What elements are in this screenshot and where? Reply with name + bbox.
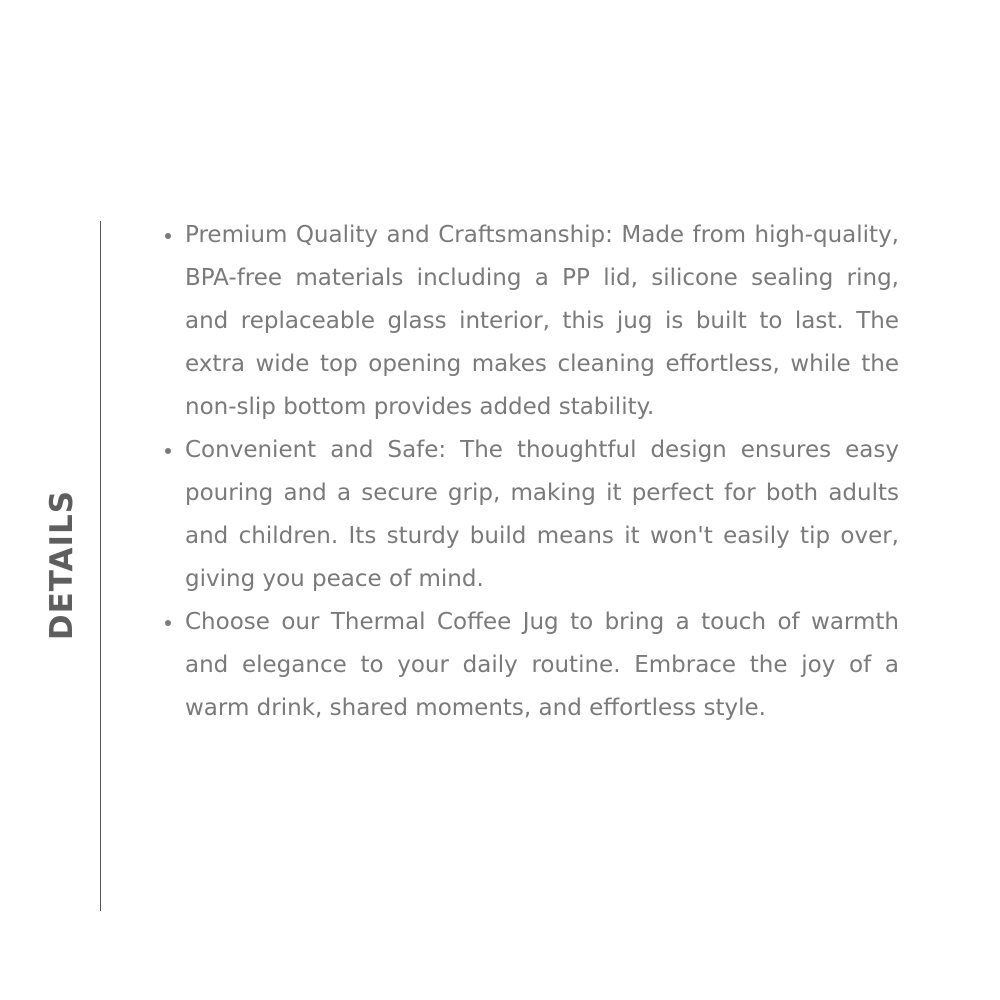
list-item: Choose our Thermal Coffee Jug to bring a touch of warmth and elegance to your daily routine. Embrace the joy of a warm drink, shared moments, and effortless style. xyxy=(185,601,899,730)
details-list xyxy=(185,214,899,730)
section-title: DETAILS xyxy=(44,489,80,641)
vertical-divider xyxy=(100,221,101,911)
list-item: Premium Quality and Craftsmanship: Made from high-quality, BPA-free materials including a PP lid, silicone sealing ring, and replaceable glass interior, this jug is built to last. The extra wide top opening makes cleaning effortless, while the non-slip bottom provides added stability. xyxy=(185,214,899,429)
list-item: Convenient and Safe: The thoughtful design ensures easy pouring and a secure grip, making it perfect for both adults and children. Its sturdy build means it won't easily tip over, giving you peace of mind. xyxy=(185,429,899,601)
